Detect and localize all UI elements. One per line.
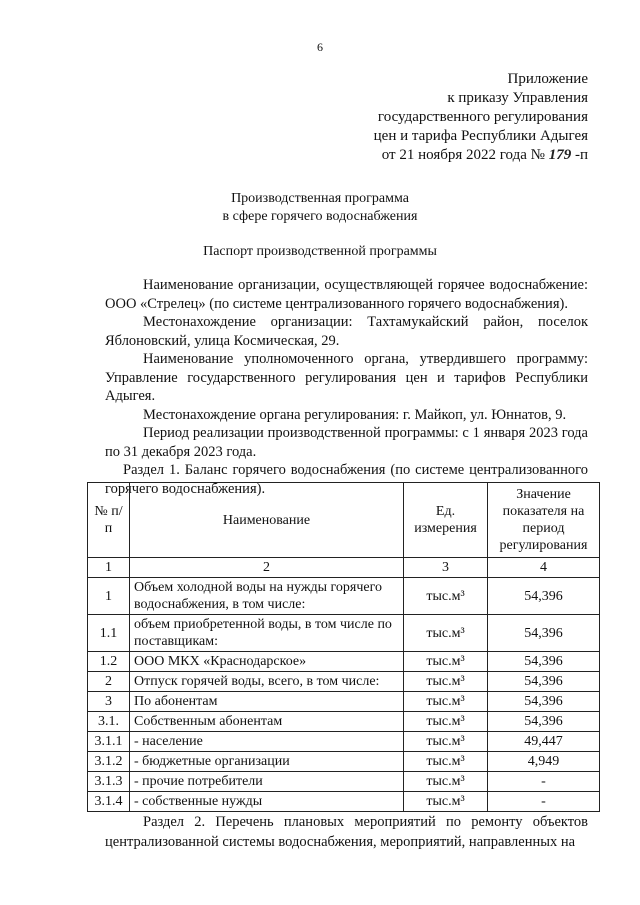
table-row bbox=[88, 772, 600, 792]
row-name: объем приобретенной воды, в том числе по поставщикам: bbox=[130, 615, 404, 652]
row-num: 3.1.3 bbox=[88, 772, 130, 792]
row-unit: тыс.м³ bbox=[404, 692, 488, 712]
row-value: 54,396 bbox=[488, 672, 600, 692]
row-num: 2 bbox=[88, 672, 130, 692]
table-row bbox=[88, 578, 600, 615]
appendix-line bbox=[374, 146, 588, 165]
row-value: 49,447 bbox=[488, 732, 600, 752]
row-value: 54,396 bbox=[488, 578, 600, 615]
row-num: 3.1.1 bbox=[88, 732, 130, 752]
row-num: 1 bbox=[88, 578, 130, 615]
passport-location: Местонахождение организации: Тахтамукайский район, поселок Яблоновский, улица Космическая, 29. bbox=[105, 314, 588, 349]
row-name: - население bbox=[130, 732, 404, 752]
order-number: 179 bbox=[548, 147, 572, 163]
col-number: 4 bbox=[488, 558, 600, 578]
section2-text bbox=[105, 812, 588, 852]
header-num: № п/п bbox=[88, 483, 130, 558]
passport-org: Наименование организации, осуществляющей горячее водоснабжение: ООО «Стрелец» (по системе централизованного горячего водоснабжения). bbox=[105, 277, 588, 312]
row-unit: тыс.м³ bbox=[404, 615, 488, 652]
passport-period: Период реализации производственной программы: с 1 января 2023 года по 31 декабря 2023 года. bbox=[105, 425, 588, 460]
row-value: 54,396 bbox=[488, 615, 600, 652]
table-row bbox=[88, 672, 600, 692]
row-unit: тыс.м³ bbox=[404, 752, 488, 772]
row-name: - бюджетные организации bbox=[130, 752, 404, 772]
row-name: Объем холодной воды на нужды горячего водоснабжения, в том числе: bbox=[130, 578, 404, 615]
row-value: 54,396 bbox=[488, 652, 600, 672]
col-number: 2 bbox=[130, 558, 404, 578]
row-num: 3.1. bbox=[88, 712, 130, 732]
passport-authority: Наименование уполномоченного органа, утвердившего программу: Управление государственного регулирования цен и тарифов Республики Адыгея. bbox=[105, 351, 588, 404]
col-number: 1 bbox=[88, 558, 130, 578]
section2-paragraph: Раздел 2. Перечень плановых мероприятий по ремонту объектов централизованной системы водоснабжения, мероприятий, направленных на bbox=[105, 814, 588, 850]
row-unit: тыс.м³ bbox=[404, 672, 488, 692]
appendix-line: государственного регулирования bbox=[377, 109, 588, 125]
table-row bbox=[88, 692, 600, 712]
section1-title: Раздел 1. Баланс горячего водоснабжения (по системе централизованного горячего водоснабжения). bbox=[105, 462, 588, 497]
appendix-block bbox=[374, 70, 588, 165]
passport-text bbox=[105, 276, 588, 498]
program-title-line: в сфере горячего водоснабжения bbox=[222, 209, 418, 224]
row-value: - bbox=[488, 772, 600, 792]
row-unit: тыс.м³ bbox=[404, 578, 488, 615]
table-row bbox=[88, 652, 600, 672]
appendix-line: к приказу Управления bbox=[447, 90, 588, 106]
table-row bbox=[88, 752, 600, 772]
row-value: 54,396 bbox=[488, 712, 600, 732]
row-name: Собственным абонентам bbox=[130, 712, 404, 732]
row-unit: тыс.м³ bbox=[404, 712, 488, 732]
row-name: Отпуск горячей воды, всего, в том числе: bbox=[130, 672, 404, 692]
row-name: ООО МКХ «Краснодарское» bbox=[130, 652, 404, 672]
row-num: 3 bbox=[88, 692, 130, 712]
passport-regulator-location: Местонахождение органа регулирования: г. Майкоп, ул. Юннатов, 9. bbox=[143, 406, 567, 423]
table-row bbox=[88, 615, 600, 652]
row-unit: тыс.м³ bbox=[404, 772, 488, 792]
appendix-line: цен и тарифа Республики Адыгея bbox=[373, 128, 588, 144]
passport-title: Паспорт производственной программы bbox=[203, 244, 437, 259]
page-number: 6 bbox=[317, 40, 323, 54]
column-number-row bbox=[88, 558, 600, 578]
row-unit: тыс.м³ bbox=[404, 652, 488, 672]
table-header-row bbox=[88, 483, 600, 558]
row-num: 1.2 bbox=[88, 652, 130, 672]
order-date: от 21 ноября 2022 года № bbox=[381, 147, 545, 163]
row-value: 4,949 bbox=[488, 752, 600, 772]
row-num: 3.1.4 bbox=[88, 792, 130, 812]
header-name: Наименование bbox=[130, 483, 404, 558]
appendix-line: Приложение bbox=[507, 71, 588, 87]
program-title bbox=[0, 190, 640, 226]
row-unit: тыс.м³ bbox=[404, 732, 488, 752]
row-name: - прочие потребители bbox=[130, 772, 404, 792]
row-num: 1.1 bbox=[88, 615, 130, 652]
row-name: По абонентам bbox=[130, 692, 404, 712]
row-name: - собственные нужды bbox=[130, 792, 404, 812]
row-num: 3.1.2 bbox=[88, 752, 130, 772]
table-row bbox=[88, 792, 600, 812]
table-row bbox=[88, 732, 600, 752]
row-unit: тыс.м³ bbox=[404, 792, 488, 812]
program-title-line: Производственная программа bbox=[231, 191, 409, 206]
header-unit: Ед. измерения bbox=[404, 483, 488, 558]
order-suffix: -п bbox=[574, 147, 588, 163]
col-number: 3 bbox=[404, 558, 488, 578]
balance-table bbox=[87, 482, 600, 812]
row-value: 54,396 bbox=[488, 692, 600, 712]
row-value: - bbox=[488, 792, 600, 812]
header-value: Значение показателя на период регулирования bbox=[488, 483, 600, 558]
table-row bbox=[88, 712, 600, 732]
